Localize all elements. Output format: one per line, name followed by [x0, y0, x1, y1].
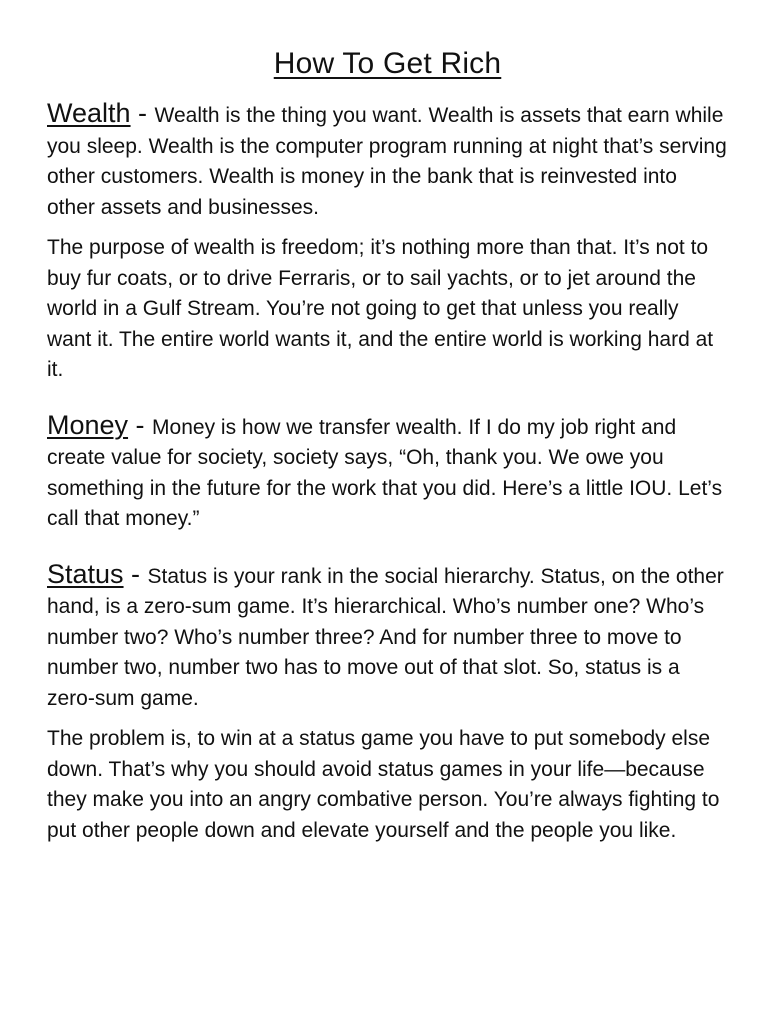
section-status-definition	[47, 559, 728, 715]
document-title: How To Get Rich	[273, 47, 502, 80]
wealth-purpose-paragraph: The purpose of wealth is freedom; it’s nothing more than that. It’s not to buy fur coats, or to drive Ferraris, or to sail yachts, or to jet around the world in a Gulf Stream. You’re not going to get that unless you really want it. The entire world wants it, and the entire world is working hard at it.	[47, 236, 714, 381]
wealth-definition-text: Wealth is the thing you want. Wealth is assets that earn while you sleep. Wealth is the computer program running at night that’s serving other customers. Wealth is money in the bank that is reinvested into other assets and businesses.	[47, 104, 727, 219]
money-definition-text: Money is how we transfer wealth. If I do my job right and create value for society, society says, “Oh, thank you. We owe you something in the future for the work that you did. Here’s a little IOU. Let’s call that money.”	[47, 415, 723, 530]
term-wealth: Wealth	[47, 98, 131, 128]
term-separator: -	[128, 409, 153, 440]
status-problem-paragraph: The problem is, to win at a status game you have to put somebody else down. That’s why you should avoid status games in your life—because they make you into an angry combative person. You’re always fighting to put other people down and elevate yourself and the people you like.	[47, 727, 720, 842]
term-status: Status	[47, 558, 124, 589]
section-money-definition	[47, 410, 728, 535]
term-money: Money	[47, 409, 129, 440]
term-separator: -	[123, 558, 148, 589]
term-separator: -	[130, 98, 155, 128]
status-definition-text: Status is your rank in the social hierarchy. Status, on the other hand, is a zero-sum game. It’s hierarchical. Who’s number one? Who’s number two? Who’s number three? And for number three to move to number two, number two has to move out of that slot. So, status is a zero-sum game.	[47, 564, 724, 710]
section-wealth-definition	[47, 98, 728, 223]
